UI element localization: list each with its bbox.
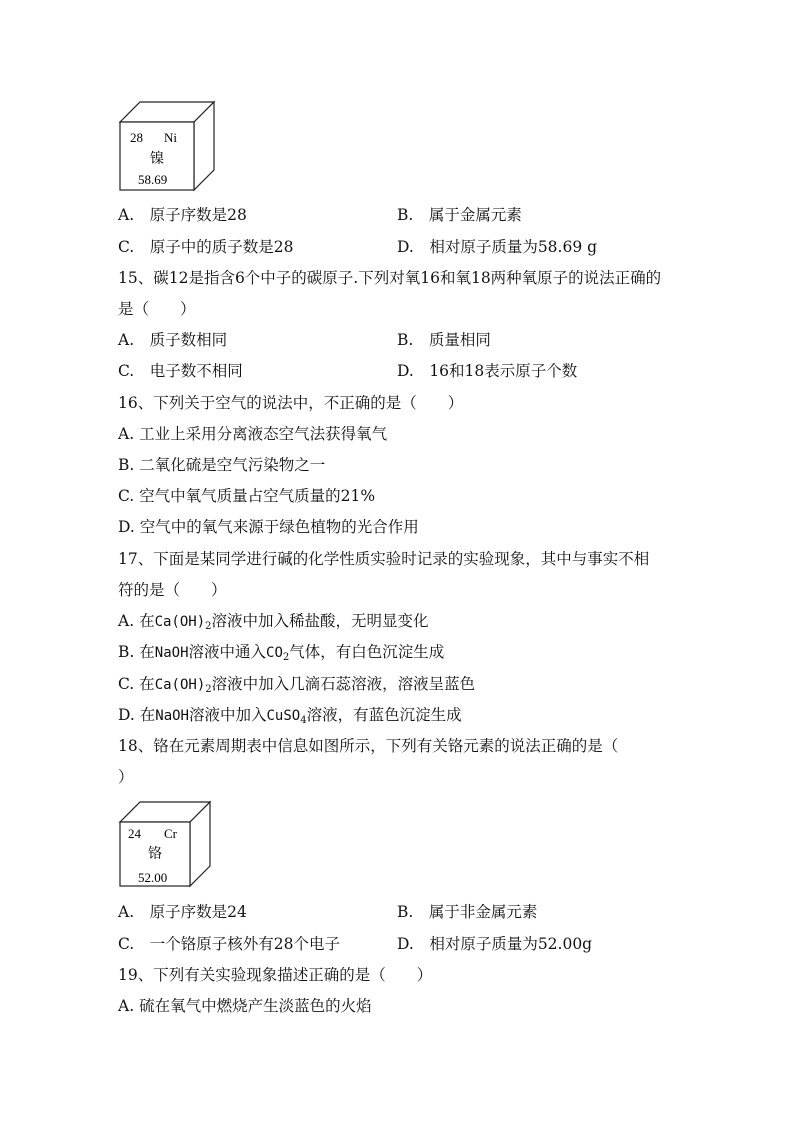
q15-stem-line2: 是（ ）: [118, 300, 196, 318]
q17-option-a[interactable]: A. 在$Ca(OH)_2$溶液中加入稀盐酸，无明显变化: [118, 612, 429, 632]
chromium-atomic-number: 24: [128, 826, 141, 841]
nickel-atomic-mass: 58.69: [138, 172, 168, 187]
q14-option-b[interactable]: B. 属于金属元素: [397, 206, 522, 224]
q16-option-d[interactable]: D. 空气中的氧气来源于绿色植物的光合作用: [118, 518, 419, 536]
q17-option-d[interactable]: D. 在NaOH溶液中加入CuSO$_4$溶液，有蓝色沉淀生成: [118, 706, 462, 726]
q16-option-a[interactable]: A. 工业上采用分离液态空气法获得氧气: [118, 425, 388, 443]
q18-option-b[interactable]: B. 属于非金属元素: [397, 903, 538, 921]
chromium-cube-graphic: [118, 800, 214, 888]
q17-option-c[interactable]: C. 在$Ca(OH)_2$溶液中加入几滴石蕊溶液，溶液呈蓝色: [118, 675, 476, 695]
chromium-name: 铬: [148, 847, 162, 862]
q14-option-c[interactable]: C. 原子中的质子数是28: [118, 238, 294, 256]
q18-option-c[interactable]: C. 一个铬原子核外有28个电子: [118, 935, 340, 953]
nickel-symbol: Ni: [164, 130, 177, 145]
q19-stem: 19、下列有关实验现象描述正确的是（ ）: [118, 966, 433, 984]
q15-option-a[interactable]: A. 质子数相同: [118, 331, 228, 349]
chromium-symbol: Cr: [164, 826, 177, 841]
chromium-element-card: [118, 800, 214, 888]
q16-option-c[interactable]: C. 空气中氧气质量占空气质量的21%: [118, 487, 376, 505]
q16-stem: 16、下列关于空气的说法中，不正确的是（ ）: [118, 394, 464, 412]
q15-option-d[interactable]: D. 16和18表示原子个数: [397, 362, 578, 380]
q15-stem-line1: 15、碳12是指含6个中子的碳原子.下列对氧16和氧18两种氧原子的说法正确的: [118, 269, 662, 287]
q16-option-b[interactable]: B. 二氧化硫是空气污染物之一: [118, 456, 326, 474]
nickel-name: 镍: [150, 152, 164, 167]
q15-option-c[interactable]: C. 电子数不相同: [118, 362, 243, 380]
nickel-cube-graphic: [118, 100, 218, 192]
q17-option-b[interactable]: B. 在NaOH溶液中通入$CO_2$气体，有白色沉淀生成: [118, 643, 445, 663]
chromium-atomic-mass: 52.00: [138, 870, 168, 885]
q14-option-d[interactable]: D. 相对原子质量为58.69 g: [397, 238, 598, 256]
nickel-element-card: [118, 100, 218, 192]
q17-stem-line1: 17、下面是某同学进行碱的化学性质实验时记录的实验现象，其中与事实不相: [118, 550, 650, 568]
q18-option-a[interactable]: A. 原子序数是24: [118, 903, 247, 921]
q15-option-b[interactable]: B. 质量相同: [397, 331, 491, 349]
q18-stem-line1: 18、铬在元素周期表中信息如图所示，下列有关铬元素的说法正确的是（: [118, 737, 619, 755]
q17-stem-line2: 符的是（ ）: [118, 581, 227, 599]
nickel-atomic-number: 28: [130, 130, 143, 145]
q19-option-a[interactable]: A. 硫在氧气中燃烧产生淡蓝色的火焰: [118, 997, 372, 1015]
q14-option-a[interactable]: A. 原子序数是28: [118, 206, 247, 224]
q18-option-d[interactable]: D. 相对原子质量为52.00g: [397, 935, 593, 953]
q18-stem-line2: ）: [118, 768, 134, 786]
